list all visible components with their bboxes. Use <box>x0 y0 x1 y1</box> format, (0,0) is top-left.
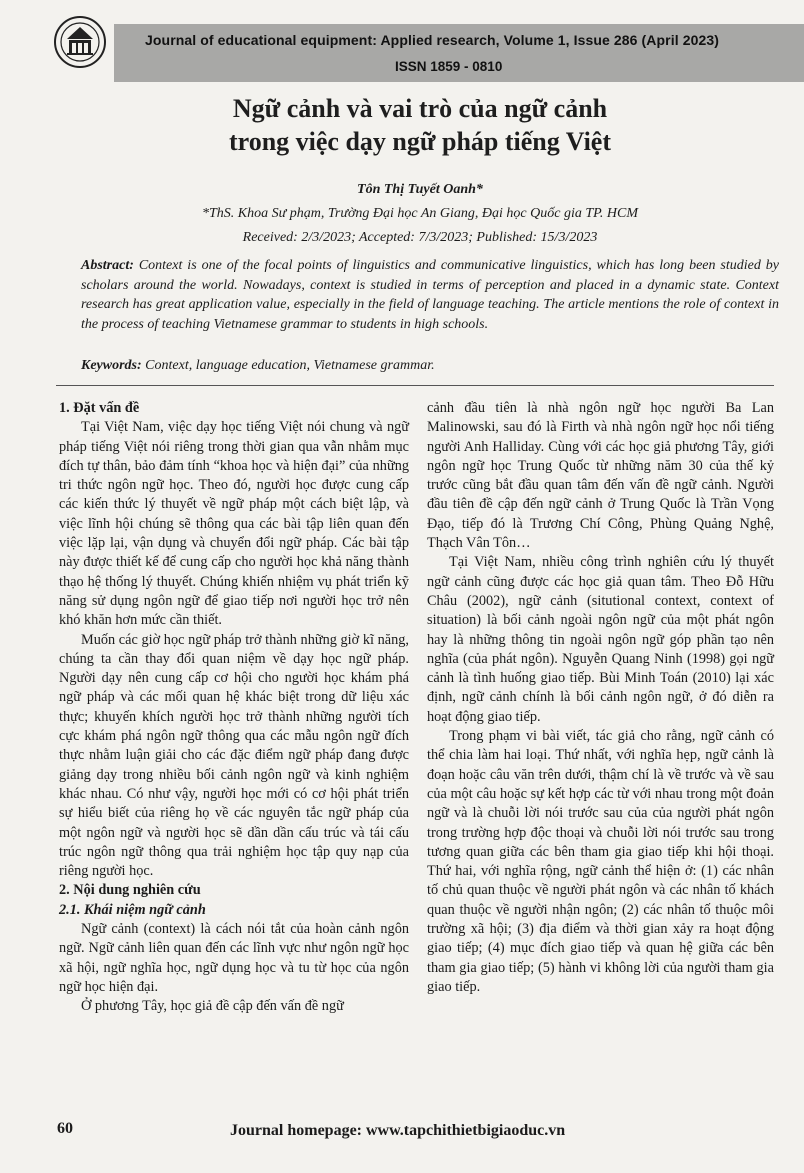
keywords-label: Keywords: <box>81 358 142 373</box>
paragraph: Tại Việt Nam, việc dạy học tiếng Việt nói chung và ngữ pháp tiếng Việt nói riêng trong thời gian qua vẫn nhằm mục đích tự thân, bảo đảm tính “khoa học và hiện đại” của những tri thức ngôn ngữ học. Theo đó, người học được cung cấp các kiến thức lý thuyết về ngữ pháp một cách biệt lập, và việc lĩnh hội chúng sẽ thông qua các bài tập liên quan đến việc lặp lại, vận dụng và chuyển đổi ngữ pháp. Các bài tập này được thiết kế để cung cấp cho người học khả năng thành thạo hệ thống lý thuyết. Chúng khiến nhiệm vụ phát triển kỹ năng sử dụng ngôn ngữ để giao tiếp nơi người học trở nên khó khăn hơn mức cần thiết. <box>59 419 409 629</box>
abstract-label: Abstract: <box>81 258 134 273</box>
section-heading-1: 1. Đặt vấn đề <box>59 400 140 416</box>
right-column <box>427 399 774 997</box>
abstract <box>81 256 779 334</box>
title-line-1: Ngữ cảnh và vai trò của ngữ cảnh <box>232 94 608 123</box>
article-title <box>150 92 690 158</box>
affiliation: *ThS. Khoa Sư phạm, Trường Đại học An Giang, Đại học Quốc gia TP. HCM <box>201 206 639 221</box>
journal-emblem-icon <box>53 15 107 69</box>
subsection-heading-2-1: 2.1. Khái niệm ngữ cảnh <box>59 901 206 918</box>
paragraph: Ngữ cảnh (context) là cách nói tắt của hoàn cảnh ngôn ngữ. Ngữ cảnh liên quan đến các lĩnh vực như ngôn ngữ học xã hội, ngữ nghĩa học, ngữ dụng học và tu từ học của ngôn ngữ học hiện đại. <box>59 921 409 995</box>
journal-header: Journal of educational equipment: Applied research, Volume 1, Issue 286 (April 2023) <box>145 32 719 48</box>
paragraph: cảnh đầu tiên là nhà ngôn ngữ học người Ba Lan Malinowski, sau đó là Firth và nhà ngôn ngữ học nổi tiếng người Anh Halliday. Cùng với các học giả phương Tây, giới ngôn ngữ học Trung Quốc từ những năm 30 của thế kỷ trước cũng bắt đầu quan tâm đến vấn đề ngữ cảnh. Người đầu tiên đề cập đến ngữ cảnh ở Trung Quốc là Trần Vọng Đạo, tiếp đó là Trương Chí Công, Phùng Quảng Nghệ, Thạch Vân Tôn… <box>427 400 774 552</box>
page-number: 60 <box>57 1120 73 1137</box>
abstract-text: Context is one of the focal points of linguistics and communicative linguistics, which has long been studied by scholars around the world. Nowadays, context is studied in terms of perception and placed in a dynamic state. Context research has great application value, especially in the field of language teaching. The article mentions the role of context in the process of teaching Vietnamese grammar to students in high schools. <box>81 258 779 332</box>
publication-dates: Received: 2/3/2023; Accepted: 7/3/2023; Published: 15/3/2023 <box>242 230 598 245</box>
issn: ISSN 1859 - 0810 <box>395 59 503 74</box>
paragraph: Tại Việt Nam, nhiều công trình nghiên cứu lý thuyết ngữ cảnh cũng được các học giả quan tâm. Theo Đỗ Hữu Châu (2002), ngữ cảnh (situtional context, context of situation) là bối cảnh ngoài ngôn ngữ của một phát ngôn hay là những thông tin ngoài ngôn ngữ góp phần tạo nên nghĩa (của phát ngôn). Nguyễn Quang Ninh (1998) gọi ngữ cảnh là tình huống giao tiếp. Bùi Minh Toán (2010) lại xác định, ngữ cảnh chính là bối cảnh ngôn ngữ, ở đó diễn ra hoạt động giao tiếp. <box>427 554 774 725</box>
paragraph: Muốn các giờ học ngữ pháp trở thành những giờ kĩ năng, chúng ta cần thay đổi quan niệm về dạy học ngữ pháp. Người dạy nên cung cấp cơ hội cho người học khám phá ngữ pháp và các mối quan hệ khác biệt trong dữ liệu xác thực; khuyến khích người học trở thành những người tích cực khám phá ngôn ngữ thông qua các mẫu ngôn ngữ đích thực nhằm luận giải cho các đặc điểm ngữ pháp đang được giảng dạy trong nhiều bối cảnh ngôn ngữ và kinh nghiệm khác nhau. Có như vậy, người học mới có cơ hội phát triển sự hiểu biết của riêng họ về các nguyên tắc ngữ pháp của một ngôn ngữ và người học sẽ dần dần cấu trúc và tái cấu trúc ngôn ngữ thông qua trải nghiệm học tập quy nạp của riêng người học. <box>59 631 409 880</box>
keywords <box>81 358 779 374</box>
left-column <box>59 399 409 1017</box>
keywords-text: Context, language education, Vietnamese grammar. <box>145 358 435 373</box>
divider <box>56 385 774 386</box>
section-heading-2: 2. Nội dung nghiên cứu <box>59 882 201 899</box>
author: Tôn Thị Tuyết Oanh* <box>357 182 483 197</box>
title-line-2: trong việc dạy ngữ pháp tiếng Việt <box>228 127 612 156</box>
paragraph: Ở phương Tây, học giả đề cập đến vấn đề ngữ <box>81 998 344 1015</box>
journal-homepage: Journal homepage: www.tapchithietbigiaoduc.vn <box>230 1122 566 1139</box>
paragraph: Trong phạm vi bài viết, tác giả cho rằng, ngữ cảnh có thể chia làm hai loại. Thứ nhất, với nghĩa hẹp, ngữ cảnh là đoạn hoặc câu văn trên dưới, thậm chí là về trước và về sau của một câu hoặc sự kết hợp các từ với nhau trong một đoản ngữ và là chuỗi lời nói trước sau của của người phát ngôn trong trường hợp độc thoại và chuỗi lời nói trước sau trong tương quan giữa các bên tham gia giao tiếp khi hội thoại. Thứ hai, với nghĩa rộng, ngữ cảnh thể hiện ở: (1) các nhân tố chủ quan thuộc về người phát ngôn và các nhân tố khách quan thuộc về người nhận ngôn; (2) các nhân tố thuộc môi trường xã hội; (3) địa điểm và thời gian xảy ra hoạt động giao tiếp; (4) mục đích giao tiếp và quan hệ giữa các bên tham gia giao tiếp; (5) hành vi không lời của người tham gia giao tiếp. <box>427 728 774 995</box>
